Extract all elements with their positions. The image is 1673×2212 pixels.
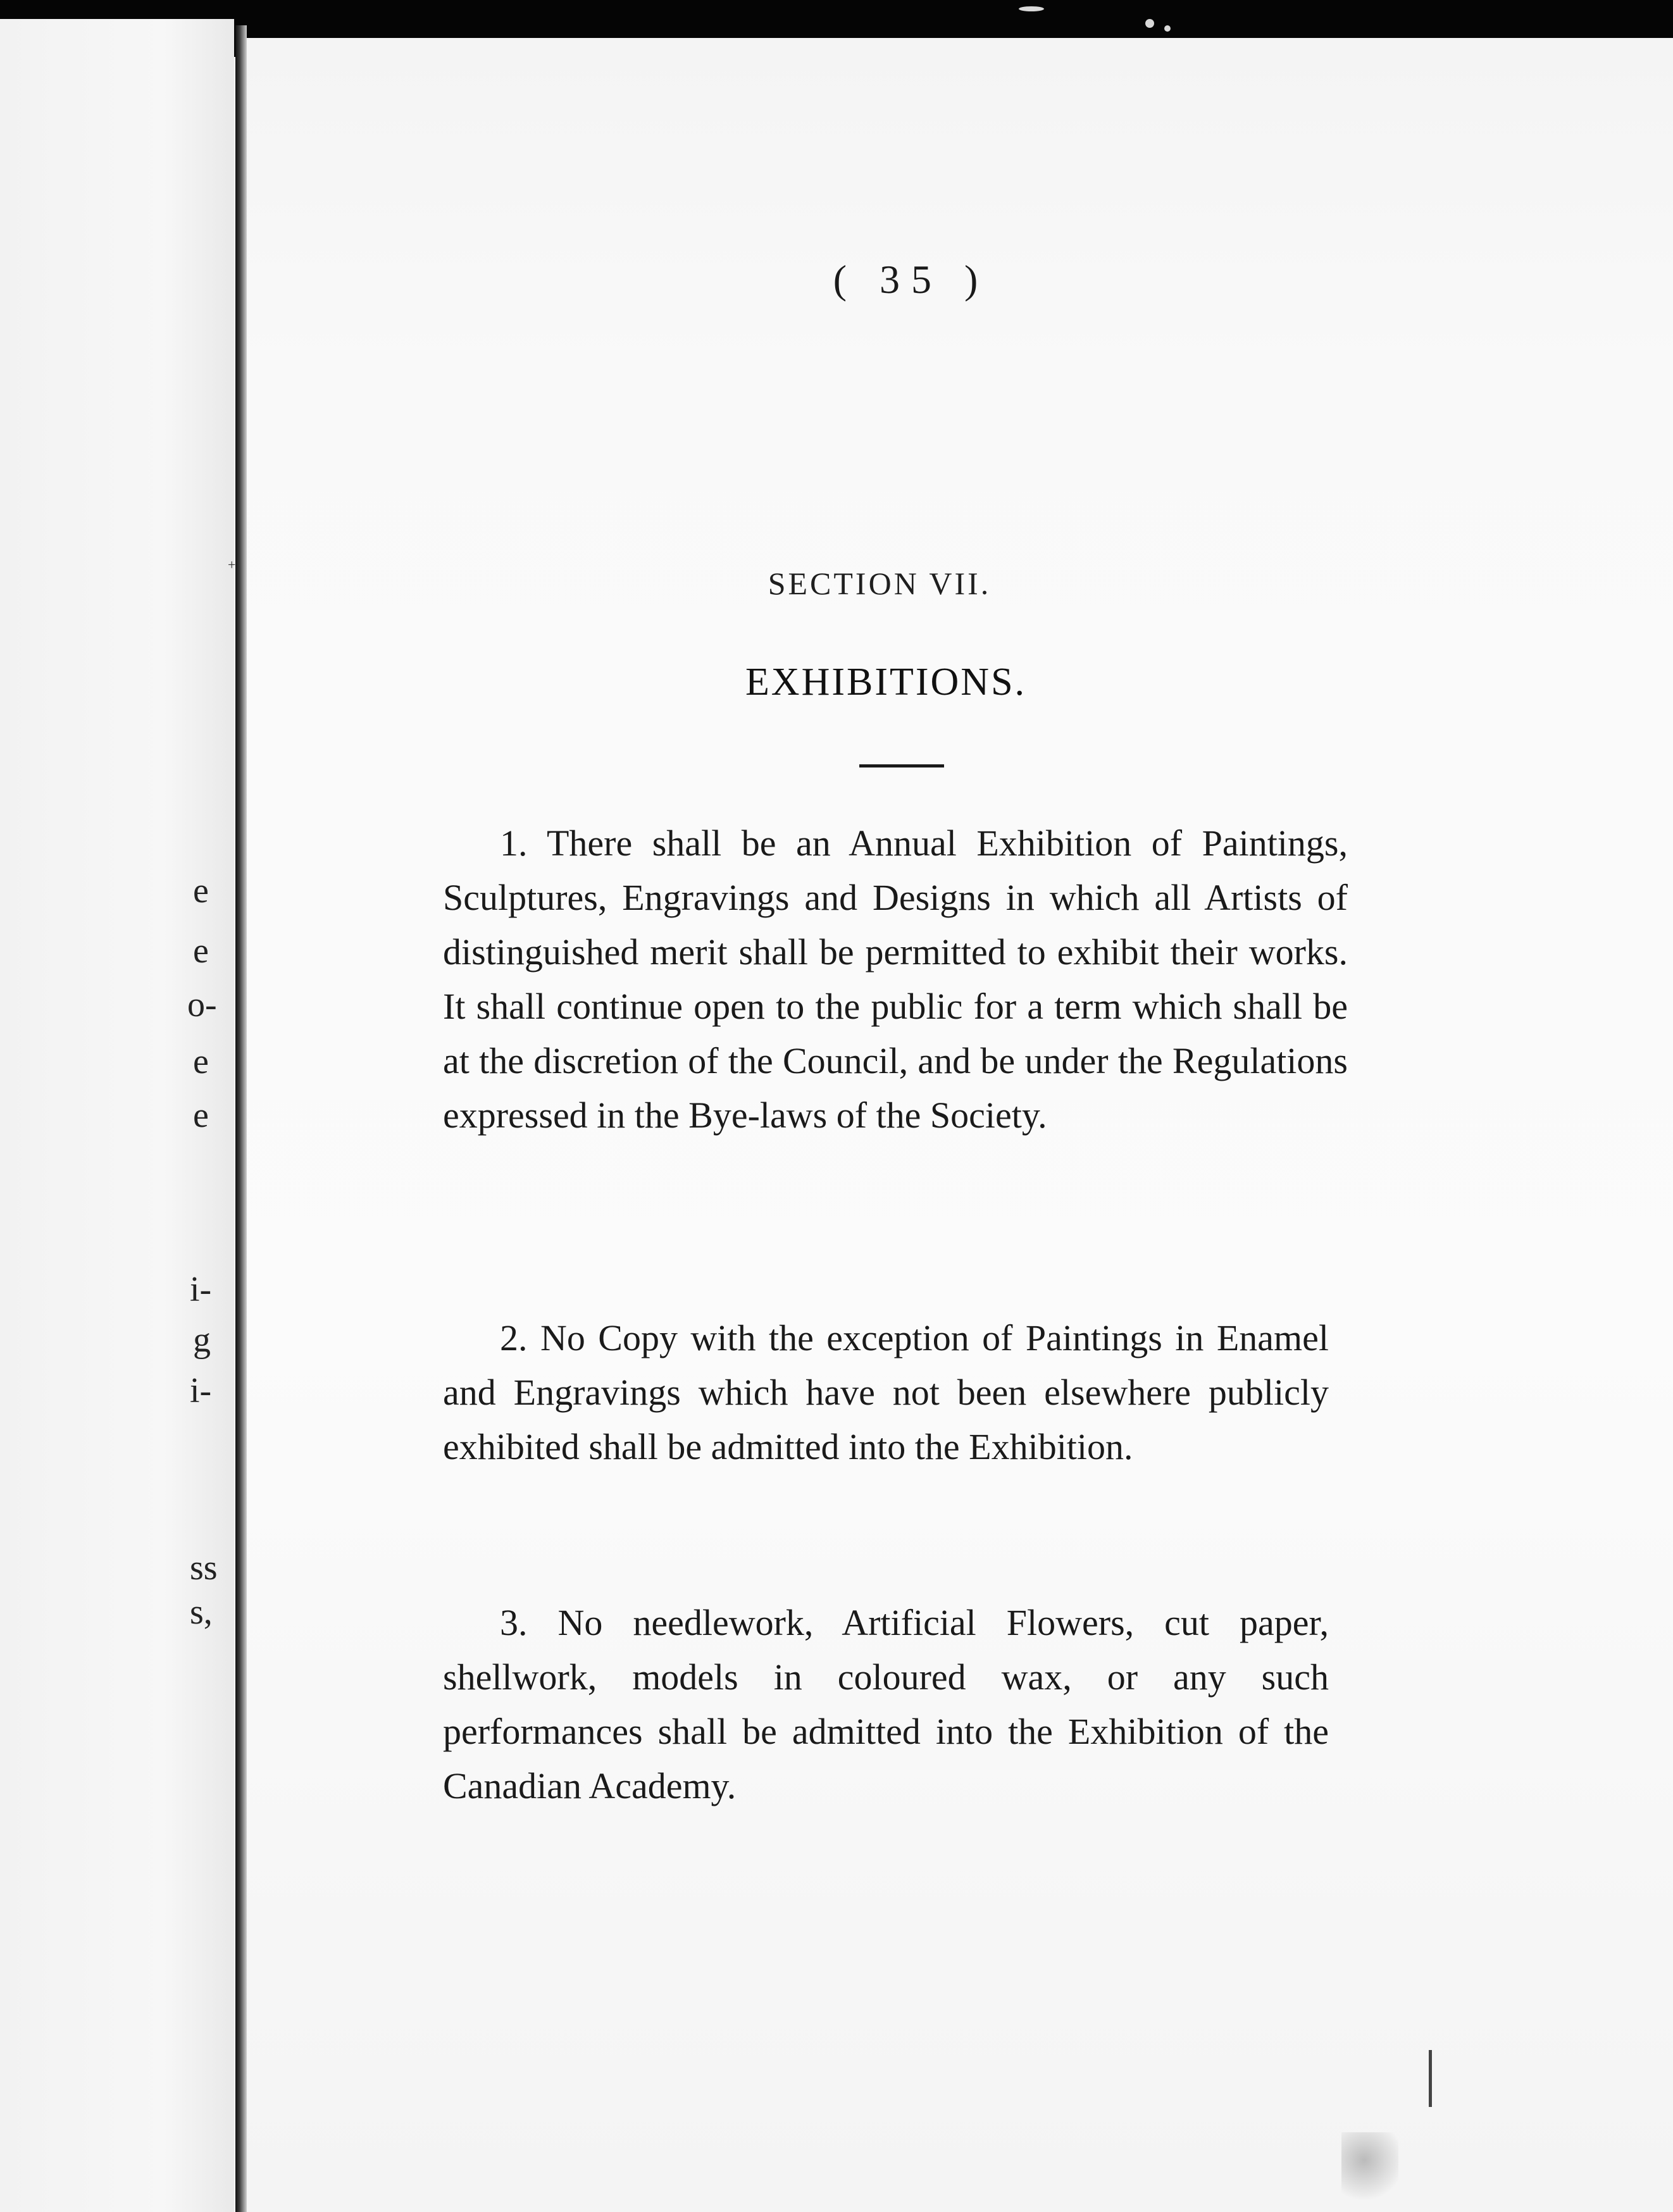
dust-speck (1164, 25, 1171, 32)
left-page-fragment: o- (187, 985, 217, 1024)
paragraph-1: 1. There shall be an Annual Exhibition of Paintings, Sculptures, Engravings and Designs in which all Artists of distinguished merit shall be permitted to exhibit their works. It shall continue open to the public for a term which shall be at the discretion of the Council, and be under the Regulations expressed in the Bye-laws of the Society. (443, 823, 1348, 1136)
spine-tick-mark: + (228, 557, 236, 573)
corner-blemish (1341, 2132, 1398, 2202)
paragraph-3: 3. No needlework, Artificial Flowers, cut paper, shellwork, models in coloured wax, or any such performances shall be admitted into the Exhibition of the Canadian Academy. (443, 1602, 1329, 1806)
left-page-fragment: i- (190, 1371, 212, 1410)
title-divider-rule (859, 764, 944, 767)
left-page-fragment: e (193, 871, 209, 910)
left-page-edge (0, 19, 234, 2212)
section-title: EXHIBITIONS. (745, 661, 1027, 704)
section-label: SECTION VII. (768, 566, 992, 601)
left-page-fragment: e (193, 1042, 209, 1081)
paragraph-2: 2. No Copy with the exception of Paintings in Enamel and Engravings which have not been elsewhere publicly exhibited shall be admitted into the Exhibition. (443, 1317, 1329, 1467)
left-page-fragment: e (193, 1096, 209, 1135)
left-page-fragment: i- (190, 1270, 212, 1309)
page-number: ( 35 ) (833, 257, 990, 302)
page-edge-mark (1429, 2050, 1432, 2107)
left-page-fragment: s, (190, 1593, 213, 1632)
dust-speck (1019, 6, 1044, 11)
left-page-fragment: ss (190, 1548, 218, 1588)
dust-speck (1145, 19, 1154, 28)
left-page-fragment: g (193, 1320, 211, 1360)
left-page-fragment: e (193, 931, 209, 971)
book-spine-fold (235, 25, 247, 2212)
